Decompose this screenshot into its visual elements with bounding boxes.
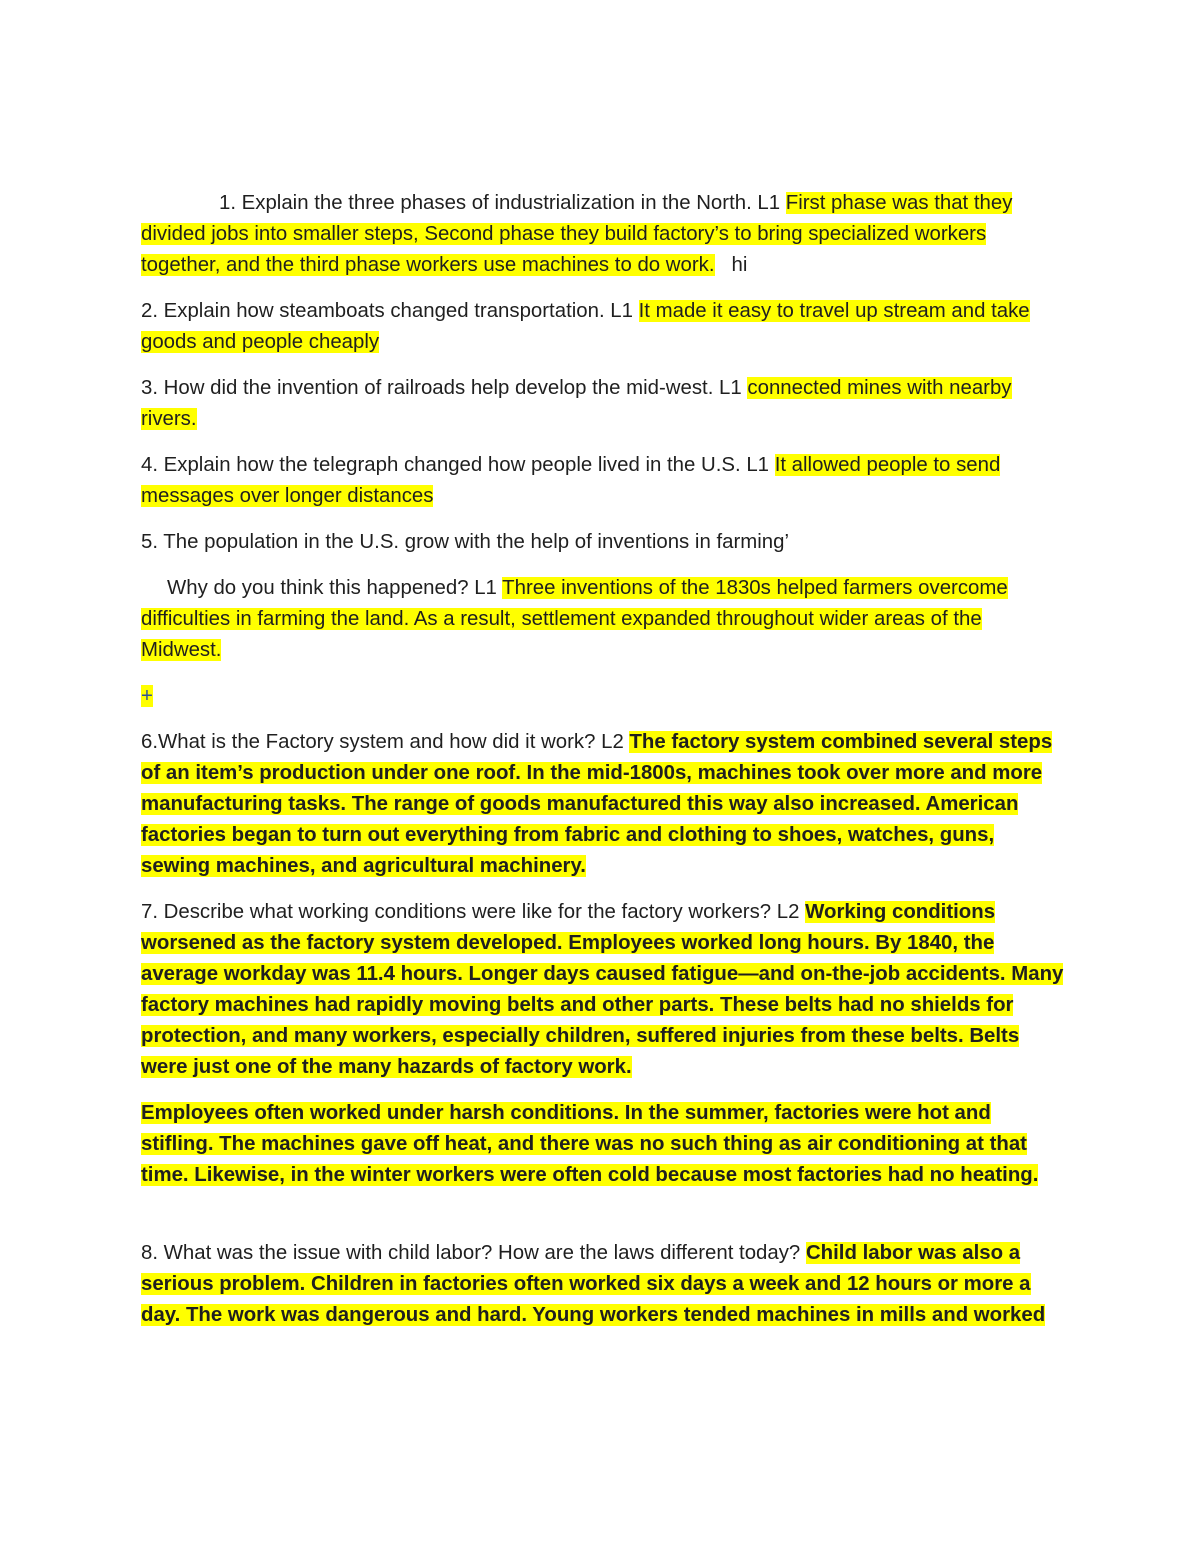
answer-7-continued — [141, 1098, 1066, 1191]
question-1-note: hi — [714, 254, 748, 276]
answer-2-text: It made it easy to travel up stream and take goods and people cheaply — [141, 300, 1030, 353]
question-6 — [141, 727, 1066, 882]
question-8 — [141, 1238, 1066, 1331]
question-5-text: 5. The population in the U.S. grow with the help of inventions in farming’ — [141, 531, 789, 553]
question-2 — [141, 296, 1066, 358]
question-3-text: 3. How did the invention of railroads help develop the mid-west. L1 — [141, 377, 748, 399]
blank-gap — [141, 1191, 1066, 1238]
question-5-followup — [141, 573, 1066, 666]
question-4-text: 4. Explain how the telegraph changed how people lived in the U.S. L1 — [141, 454, 775, 476]
answer-7-text: Working conditions worsened as the factory system developed. Employees worked long hours. By 1840, the average workday was 11.4 hours. Longer days caused fatigue—and on-the-job accidents. Many factory machines had rapidly moving belts and other parts. These belts had no shields for protection, and many workers, especially children, suffered injuries from these belts. Belts were just one of the many hazards of factory work. — [141, 901, 1064, 1078]
question-6-text: 6.What is the Factory system and how did it work? L2 — [141, 731, 630, 753]
answer-6-text: The factory system combined several steps of an item’s production under one roof. In the mid-1800s, machines took over more and more manufacturing tasks. The range of goods manufactured this way also increased. American factories began to turn out everything from fabric and clothing to shoes, watches, guns, sewing machines, and agricultural machinery. — [141, 731, 1053, 877]
question-1-text: 1. Explain the three phases of industrialization in the North. L1 — [219, 192, 786, 214]
question-7 — [141, 897, 1066, 1083]
question-5-followup-text: Why do you think this happened? L1 — [167, 577, 503, 599]
answer-5-text: Three inventions of the 1830s helped farmers overcome difficulties in farming the land. As a result, settlement expanded throughout wider areas of the Midwest. — [141, 577, 1008, 661]
question-5 — [141, 527, 1066, 558]
plus-marker: + — [141, 685, 153, 707]
answer-4-text: It allowed people to send messages over longer distances — [141, 454, 1001, 507]
answer-7-continued-text: Employees often worked under harsh conditions. In the summer, factories were hot and stifling. The machines gave off heat, and there was no such thing as air conditioning at that time. Likewise, in the winter workers were often cold because most factories had no heating. — [141, 1102, 1039, 1186]
plus-marker-line — [141, 681, 1066, 712]
question-3 — [141, 373, 1066, 435]
question-2-text: 2. Explain how steamboats changed transportation. L1 — [141, 300, 639, 322]
answer-1-text: First phase was that they divided jobs into smaller steps, Second phase they build factory’s to bring specialized workers together, and the third phase workers use machines to do work. — [141, 192, 1013, 276]
question-4 — [141, 450, 1066, 512]
question-1 — [141, 188, 1066, 281]
question-8-text: 8. What was the issue with child labor? How are the laws different today? — [141, 1242, 806, 1264]
question-7-text: 7. Describe what working conditions were like for the factory workers? L2 — [141, 901, 806, 923]
answer-8-text: Child labor was also a serious problem. Children in factories often worked six days a week and 12 hours or more a day. The work was dangerous and hard. Young workers tended machines in mills and worked — [141, 1242, 1046, 1326]
answer-3-text: connected mines with nearby rivers. — [141, 377, 1012, 430]
document-page — [141, 188, 1066, 1346]
